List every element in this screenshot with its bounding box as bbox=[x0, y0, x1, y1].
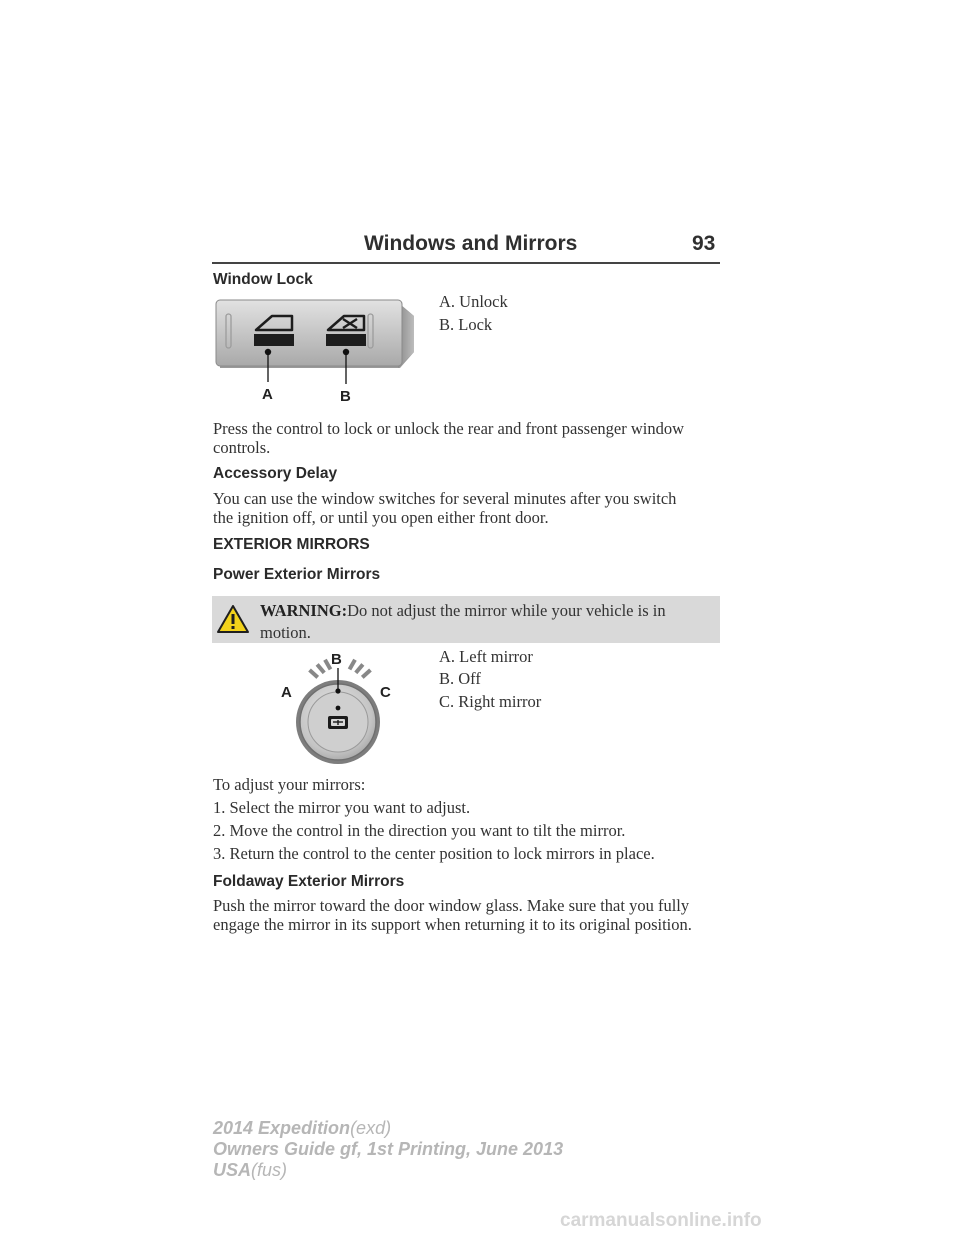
warning-text: Do not adjust the mirror while your vehicle is in motion. bbox=[260, 601, 666, 642]
footer-model-code: (exd) bbox=[350, 1118, 392, 1138]
mirror-icon bbox=[328, 716, 348, 729]
header-divider bbox=[212, 262, 720, 264]
legend-item: B. Off bbox=[439, 669, 481, 688]
legend-item: A. Unlock bbox=[439, 292, 508, 311]
footer-line bbox=[213, 1118, 391, 1138]
accessory-delay-heading: Accessory Delay bbox=[213, 465, 338, 482]
warning-label: WARNING: bbox=[260, 601, 348, 620]
paragraph-line: engage the mirror in its support when returning it to its original position. bbox=[213, 915, 692, 934]
footer-guide: Owners Guide gf, 1st Printing, June 2013 bbox=[213, 1139, 564, 1159]
paragraph-line: controls. bbox=[213, 438, 271, 457]
paragraph-line: You can use the window switches for several minutes after you switch bbox=[213, 489, 677, 508]
legend-item: B. Lock bbox=[439, 315, 493, 334]
foldaway-heading: Foldaway Exterior Mirrors bbox=[213, 873, 405, 890]
figure-label-b: B bbox=[331, 651, 342, 668]
step-item: 2. Move the control in the direction you want to tilt the mirror. bbox=[213, 821, 626, 840]
footer-line bbox=[213, 1139, 563, 1159]
page-header-title: Windows and Mirrors bbox=[364, 232, 578, 255]
footer-line bbox=[213, 1160, 287, 1180]
figure-label-a: A bbox=[281, 684, 292, 701]
watermark: carmanualsonline.info bbox=[560, 1210, 762, 1231]
footer-market: USA bbox=[213, 1160, 252, 1180]
warning-message bbox=[260, 600, 700, 644]
footer-market-code: (fus) bbox=[251, 1160, 288, 1180]
window-lock-illustration bbox=[212, 292, 418, 410]
exterior-mirrors-heading: EXTERIOR MIRRORS bbox=[213, 536, 370, 553]
figure-label-b: B bbox=[340, 388, 351, 405]
figure-label-a: A bbox=[262, 386, 273, 403]
figure-label-c: C bbox=[380, 684, 391, 701]
power-exterior-mirrors-heading: Power Exterior Mirrors bbox=[213, 566, 381, 583]
paragraph-line: Push the mirror toward the door window glass. Make sure that you fully bbox=[213, 896, 690, 915]
paragraph-line: Press the control to lock or unlock the rear and front passenger window bbox=[213, 419, 685, 438]
page-number: 93 bbox=[692, 232, 716, 255]
warning-triangle-icon bbox=[216, 604, 250, 634]
paragraph-line: the ignition off, or until you open either front door. bbox=[213, 508, 549, 527]
legend-item: C. Right mirror bbox=[439, 692, 542, 711]
step-item: 3. Return the control to the center position to lock mirrors in place. bbox=[213, 844, 655, 863]
step-item: 1. Select the mirror you want to adjust. bbox=[213, 798, 471, 817]
steps-intro: To adjust your mirrors: bbox=[213, 775, 366, 794]
legend-item: A. Left mirror bbox=[439, 647, 533, 666]
window-lock-heading: Window Lock bbox=[213, 271, 313, 288]
footer-model: 2014 Expedition bbox=[213, 1118, 351, 1138]
